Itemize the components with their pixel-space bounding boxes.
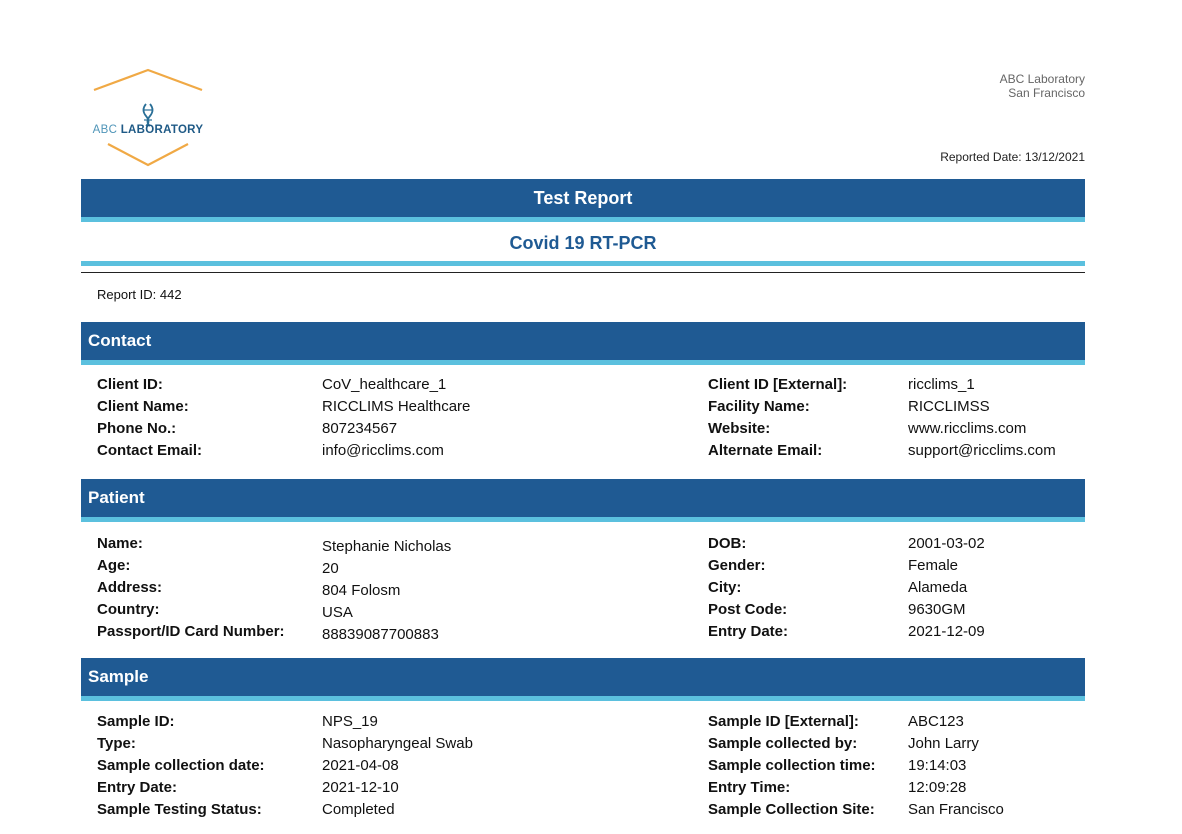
subtitle-accent-line: [81, 261, 1085, 266]
detail-row: [97, 623, 1085, 645]
logo-text-bold: LABORATORY: [120, 124, 204, 136]
field-value: info@ricclims.com: [322, 442, 444, 459]
field-value: 2021-12-09: [908, 623, 985, 640]
field-value: Female: [908, 557, 959, 574]
detail-row: [97, 535, 1085, 557]
detail-row: [97, 779, 1085, 801]
field-label: Client Name:: [97, 398, 189, 415]
field-value: www.ricclims.com: [908, 420, 1027, 437]
report-id: Report ID: 442: [97, 287, 182, 302]
field-label: Website:: [708, 420, 771, 437]
field-label: Contact Email:: [97, 442, 203, 459]
field-label: Sample ID:: [97, 713, 175, 730]
detail-row: [97, 601, 1085, 623]
detail-row: [97, 376, 1085, 398]
field-label: Entry Date:: [97, 779, 178, 796]
field-value: ricclims_1: [908, 376, 975, 393]
field-label: Sample collection time:: [708, 757, 876, 774]
detail-row: [97, 713, 1085, 735]
field-label: Entry Time:: [708, 779, 791, 796]
detail-row: [97, 442, 1085, 464]
field-value: Completed: [322, 801, 395, 818]
lab-name: ABC Laboratory: [999, 72, 1085, 86]
detail-row: [97, 757, 1085, 779]
patient-details: [97, 535, 1085, 645]
field-value: John Larry: [908, 735, 979, 752]
field-value: RICCLIMS Healthcare: [322, 398, 471, 415]
sample-details: [97, 713, 1085, 823]
section-patient-header: Patient: [81, 479, 1085, 517]
field-label: Facility Name:: [708, 398, 810, 415]
field-value: NPS_19: [322, 713, 378, 730]
field-label: Passport/ID Card Number:: [97, 623, 285, 640]
field-value: 2021-12-10: [322, 779, 399, 796]
field-value: San Francisco: [908, 801, 1004, 818]
logo-text: [88, 124, 208, 136]
field-label: Sample collection date:: [97, 757, 265, 774]
field-value: CoV_healthcare_1: [322, 376, 447, 393]
lab-logo: [88, 68, 208, 168]
field-label: Phone No.:: [97, 420, 177, 437]
detail-row: [97, 801, 1085, 823]
detail-row: [97, 420, 1085, 442]
field-value: RICCLIMSS: [908, 398, 990, 415]
field-value: 807234567: [322, 420, 398, 437]
contact-details: [97, 376, 1085, 464]
field-value: ABC123: [908, 713, 964, 730]
field-label: Sample Testing Status:: [97, 801, 262, 818]
logo-hexagon-icon: [88, 68, 208, 168]
lab-city: San Francisco: [1008, 86, 1085, 100]
field-label: Country:: [97, 601, 160, 618]
field-value: 12:09:28: [908, 779, 967, 796]
field-value: Nasopharyngeal Swab: [322, 735, 473, 752]
field-label: Sample Collection Site:: [708, 801, 875, 818]
field-value: support@ricclims.com: [908, 442, 1056, 459]
field-label: Entry Date:: [708, 623, 789, 640]
field-label: DOB:: [708, 535, 747, 552]
detail-row: [97, 579, 1085, 601]
report-title: Test Report: [81, 179, 1085, 217]
field-value: 2001-03-02: [908, 535, 985, 552]
detail-row: [97, 557, 1085, 579]
field-label: Sample ID [External]:: [708, 713, 859, 730]
field-label: Address:: [97, 579, 163, 596]
field-value: 2021-04-08: [322, 757, 399, 774]
field-value: 88839087700883: [322, 626, 439, 643]
detail-row: [97, 398, 1085, 420]
field-label: Name:: [97, 535, 143, 552]
field-label: Type:: [97, 735, 136, 752]
title-accent-line: [81, 217, 1085, 222]
field-label: Post Code:: [708, 601, 788, 618]
field-label: Age:: [97, 557, 131, 574]
report-subtitle: Covid 19 RT-PCR: [509, 233, 657, 253]
field-label: Sample collected by:: [708, 735, 858, 752]
field-label: Gender:: [708, 557, 766, 574]
field-value: 20: [322, 560, 339, 577]
field-value: Alameda: [908, 579, 968, 596]
detail-row: [97, 735, 1085, 757]
field-value: 804 Folosm: [322, 582, 401, 599]
reported-date: Reported Date: 13/12/2021: [940, 150, 1085, 164]
field-label: Client ID:: [97, 376, 163, 393]
section-contact-header: Contact: [81, 322, 1085, 360]
field-label: Client ID [External]:: [708, 376, 848, 393]
section-sample-header: Sample: [81, 658, 1085, 696]
field-label: Alternate Email:: [708, 442, 823, 459]
divider: [81, 272, 1085, 273]
field-value: Stephanie Nicholas: [322, 538, 452, 555]
field-value: 19:14:03: [908, 757, 967, 774]
field-value: USA: [322, 604, 353, 621]
field-value: 9630GM: [908, 601, 966, 618]
logo-text-thin: ABC: [92, 124, 118, 136]
field-label: City:: [708, 579, 742, 596]
lab-address: [1000, 72, 1085, 100]
